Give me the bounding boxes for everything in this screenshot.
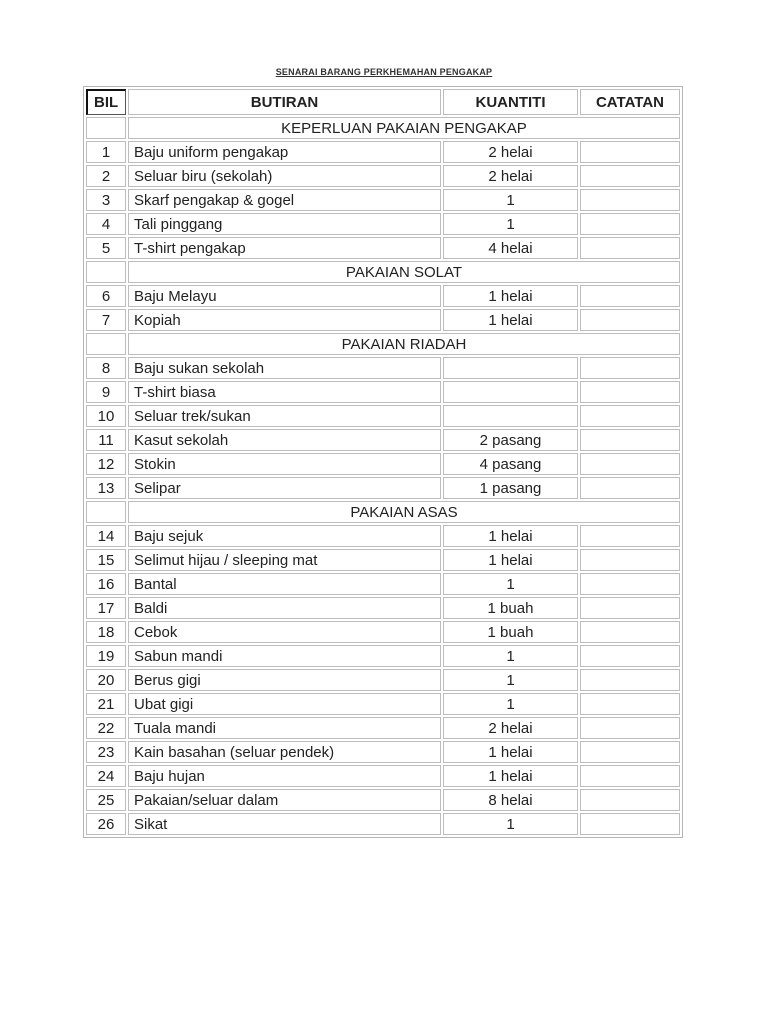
catatan-cell (580, 429, 680, 451)
catatan-cell (580, 357, 680, 379)
kuantiti-cell: 1 helai (443, 765, 578, 787)
kuantiti-cell: 1 buah (443, 597, 578, 619)
bil-cell: 10 (86, 405, 126, 427)
kuantiti-cell: 2 helai (443, 165, 578, 187)
table-row (86, 573, 680, 595)
butiran-cell: Bantal (128, 573, 441, 595)
table-row (86, 597, 680, 619)
table-row (86, 741, 680, 763)
kuantiti-cell (443, 381, 578, 403)
bil-cell: 11 (86, 429, 126, 451)
catatan-cell (580, 789, 680, 811)
table-row (86, 213, 680, 235)
bil-cell: 8 (86, 357, 126, 379)
table-row (86, 621, 680, 643)
kuantiti-cell: 4 pasang (443, 453, 578, 475)
bil-cell: 5 (86, 237, 126, 259)
butiran-cell: Kain basahan (seluar pendek) (128, 741, 441, 763)
table-row (86, 405, 680, 427)
table-row (86, 189, 680, 211)
header-bil: BIL (86, 89, 126, 115)
page-title: SENARAI BARANG PERKHEMAHAN PENGAKAP (275, 67, 493, 77)
catatan-cell (580, 669, 680, 691)
kuantiti-cell: 1 helai (443, 525, 578, 547)
section-row (86, 117, 680, 139)
bil-cell: 23 (86, 741, 126, 763)
catatan-cell (580, 597, 680, 619)
section-bil-cell (86, 501, 126, 523)
kuantiti-cell: 1 (443, 693, 578, 715)
kuantiti-cell: 1 (443, 213, 578, 235)
bil-cell: 9 (86, 381, 126, 403)
table-row (86, 381, 680, 403)
kuantiti-cell (443, 357, 578, 379)
bil-cell: 1 (86, 141, 126, 163)
table-row (86, 669, 680, 691)
kuantiti-cell: 4 helai (443, 237, 578, 259)
butiran-cell: Berus gigi (128, 669, 441, 691)
catatan-cell (580, 717, 680, 739)
butiran-cell: Baju uniform pengakap (128, 141, 441, 163)
catatan-cell (580, 813, 680, 835)
bil-cell: 6 (86, 285, 126, 307)
header-catatan: CATATAN (580, 89, 680, 115)
butiran-cell: Baldi (128, 597, 441, 619)
catatan-cell (580, 573, 680, 595)
kuantiti-cell (443, 405, 578, 427)
bil-cell: 24 (86, 765, 126, 787)
table-row (86, 477, 680, 499)
bil-cell: 18 (86, 621, 126, 643)
bil-cell: 4 (86, 213, 126, 235)
kuantiti-cell: 1 (443, 573, 578, 595)
butiran-cell: Stokin (128, 453, 441, 475)
butiran-cell: Cebok (128, 621, 441, 643)
bil-cell: 17 (86, 597, 126, 619)
kuantiti-cell: 1 helai (443, 549, 578, 571)
table-row (86, 645, 680, 667)
butiran-cell: Tali pinggang (128, 213, 441, 235)
butiran-cell: Baju Melayu (128, 285, 441, 307)
bil-cell: 26 (86, 813, 126, 835)
butiran-cell: Selipar (128, 477, 441, 499)
bil-cell: 20 (86, 669, 126, 691)
bil-cell: 19 (86, 645, 126, 667)
header-row (86, 89, 680, 115)
catatan-cell (580, 621, 680, 643)
kuantiti-cell: 1 buah (443, 621, 578, 643)
bil-cell: 14 (86, 525, 126, 547)
table-row (86, 549, 680, 571)
butiran-cell: T-shirt biasa (128, 381, 441, 403)
kuantiti-cell: 1 (443, 189, 578, 211)
table-row (86, 525, 680, 547)
catatan-cell (580, 285, 680, 307)
catatan-cell (580, 237, 680, 259)
bil-cell: 16 (86, 573, 126, 595)
catatan-cell (580, 213, 680, 235)
butiran-cell: Kasut sekolah (128, 429, 441, 451)
table-row (86, 717, 680, 739)
butiran-cell: Baju sukan sekolah (128, 357, 441, 379)
table-row (86, 765, 680, 787)
header-kuantiti: KUANTITI (443, 89, 578, 115)
butiran-cell: Kopiah (128, 309, 441, 331)
table-row (86, 453, 680, 475)
table-row (86, 357, 680, 379)
bil-cell: 15 (86, 549, 126, 571)
kuantiti-cell: 1 helai (443, 285, 578, 307)
kuantiti-cell: 1 pasang (443, 477, 578, 499)
catatan-cell (580, 477, 680, 499)
bil-cell: 25 (86, 789, 126, 811)
table-row (86, 693, 680, 715)
catatan-cell (580, 525, 680, 547)
section-bil-cell (86, 261, 126, 283)
section-heading: PAKAIAN RIADAH (128, 333, 680, 355)
bil-cell: 21 (86, 693, 126, 715)
catatan-cell (580, 549, 680, 571)
header-butiran: BUTIRAN (128, 89, 441, 115)
catatan-cell (580, 165, 680, 187)
bil-cell: 22 (86, 717, 126, 739)
bil-cell: 12 (86, 453, 126, 475)
catatan-cell (580, 453, 680, 475)
butiran-cell: Sabun mandi (128, 645, 441, 667)
kuantiti-cell: 1 helai (443, 309, 578, 331)
kuantiti-cell: 2 helai (443, 141, 578, 163)
bil-cell: 3 (86, 189, 126, 211)
butiran-cell: Seluar biru (sekolah) (128, 165, 441, 187)
catatan-cell (580, 141, 680, 163)
butiran-cell: Pakaian/seluar dalam (128, 789, 441, 811)
catatan-cell (580, 189, 680, 211)
kuantiti-cell: 1 (443, 813, 578, 835)
bil-cell: 7 (86, 309, 126, 331)
section-row (86, 333, 680, 355)
butiran-cell: Ubat gigi (128, 693, 441, 715)
butiran-cell: Sikat (128, 813, 441, 835)
butiran-cell: T-shirt pengakap (128, 237, 441, 259)
butiran-cell: Selimut hijau / sleeping mat (128, 549, 441, 571)
section-heading: PAKAIAN ASAS (128, 501, 680, 523)
table-row (86, 813, 680, 835)
catatan-cell (580, 741, 680, 763)
catatan-cell (580, 405, 680, 427)
catatan-cell (580, 765, 680, 787)
bil-cell: 2 (86, 165, 126, 187)
item-list-table (83, 86, 683, 838)
table-body (86, 117, 680, 835)
butiran-cell: Seluar trek/sukan (128, 405, 441, 427)
section-heading: PAKAIAN SOLAT (128, 261, 680, 283)
catatan-cell (580, 381, 680, 403)
table-row (86, 141, 680, 163)
table-row (86, 309, 680, 331)
butiran-cell: Tuala mandi (128, 717, 441, 739)
table-row (86, 285, 680, 307)
table-row (86, 165, 680, 187)
section-bil-cell (86, 117, 126, 139)
kuantiti-cell: 8 helai (443, 789, 578, 811)
section-bil-cell (86, 333, 126, 355)
butiran-cell: Baju sejuk (128, 525, 441, 547)
butiran-cell: Skarf pengakap & gogel (128, 189, 441, 211)
table-row (86, 789, 680, 811)
catatan-cell (580, 309, 680, 331)
kuantiti-cell: 1 (443, 669, 578, 691)
bil-cell: 13 (86, 477, 126, 499)
catatan-cell (580, 693, 680, 715)
section-heading: KEPERLUAN PAKAIAN PENGAKAP (128, 117, 680, 139)
section-row (86, 261, 680, 283)
table-row (86, 429, 680, 451)
kuantiti-cell: 2 helai (443, 717, 578, 739)
butiran-cell: Baju hujan (128, 765, 441, 787)
table-row (86, 237, 680, 259)
section-row (86, 501, 680, 523)
kuantiti-cell: 2 pasang (443, 429, 578, 451)
catatan-cell (580, 645, 680, 667)
kuantiti-cell: 1 helai (443, 741, 578, 763)
kuantiti-cell: 1 (443, 645, 578, 667)
